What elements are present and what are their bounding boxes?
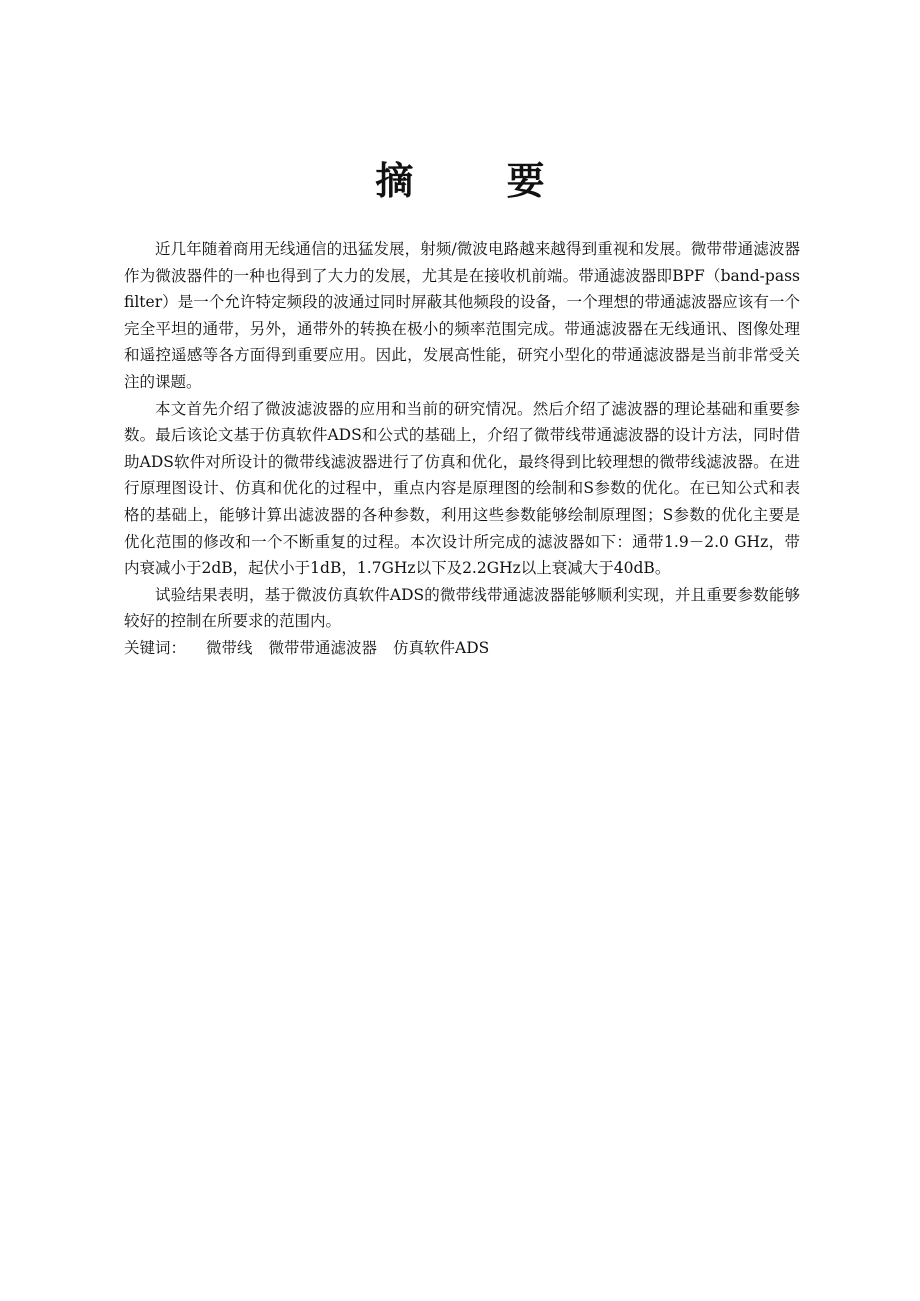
keyword-item: 微带线 — [206, 638, 253, 657]
keywords-label: 关键词： — [124, 638, 187, 657]
keywords-line — [124, 635, 800, 662]
abstract-paragraph-1: 近几年随着商用无线通信的迅猛发展，射频/微波电路越来越得到重视和发展。微带带通滤波器作为微波器件的一种也得到了大力的发展，尤其是在接收机前端。带通滤波器即BPF（band-pass filter）是一个允许特定频段的波通过同时屏蔽其他频段的设备，一个理想的带通滤波器应该有一个完全平坦的通带，另外，通带外的转换在极小的频率范围完成。带通滤波器在无线通讯、图像处理和遥控遥感等各方面得到重要应用。因此，发展高性能，研究小型化的带通滤波器是当前非常受关注的课题。 — [124, 240, 800, 391]
keyword-item: 仿真软件ADS — [393, 638, 490, 657]
abstract-paragraph-2: 本文首先介绍了微波滤波器的应用和当前的研究情况。然后介绍了滤波器的理论基础和重要参数。最后该论文基于仿真软件ADS和公式的基础上，介绍了微带线带通滤波器的设计方法，同时借助ADS软件对所设计的微带线滤波器进行了仿真和优化，最终得到比较理想的微带线滤波器。在进行原理图设计、仿真和优化的过程中，重点内容是原理图的绘制和S参数的优化。在已知公式和表格的基础上，能够计算出滤波器的各种参数，利用这些参数能够绘制原理图；S参数的优化主要是优化范围的修改和一个不断重复的过程。本次设计所完成的滤波器如下：通带1.9－2.0 GHz，带内衰减小于2dB，起伏小于1dB，1.7GHz以下及2.2GHz以上衰减大于40dB。 — [124, 399, 800, 578]
abstract-paragraph-3: 试验结果表明，基于微波仿真软件ADS的微带线带通滤波器能够顺利实现，并且重要参数能够较好的控制在所要求的范围内。 — [124, 585, 800, 631]
abstract-title: 摘 要 — [375, 159, 585, 203]
keyword-item: 微带带通滤波器 — [268, 638, 378, 657]
abstract-body — [124, 236, 800, 662]
